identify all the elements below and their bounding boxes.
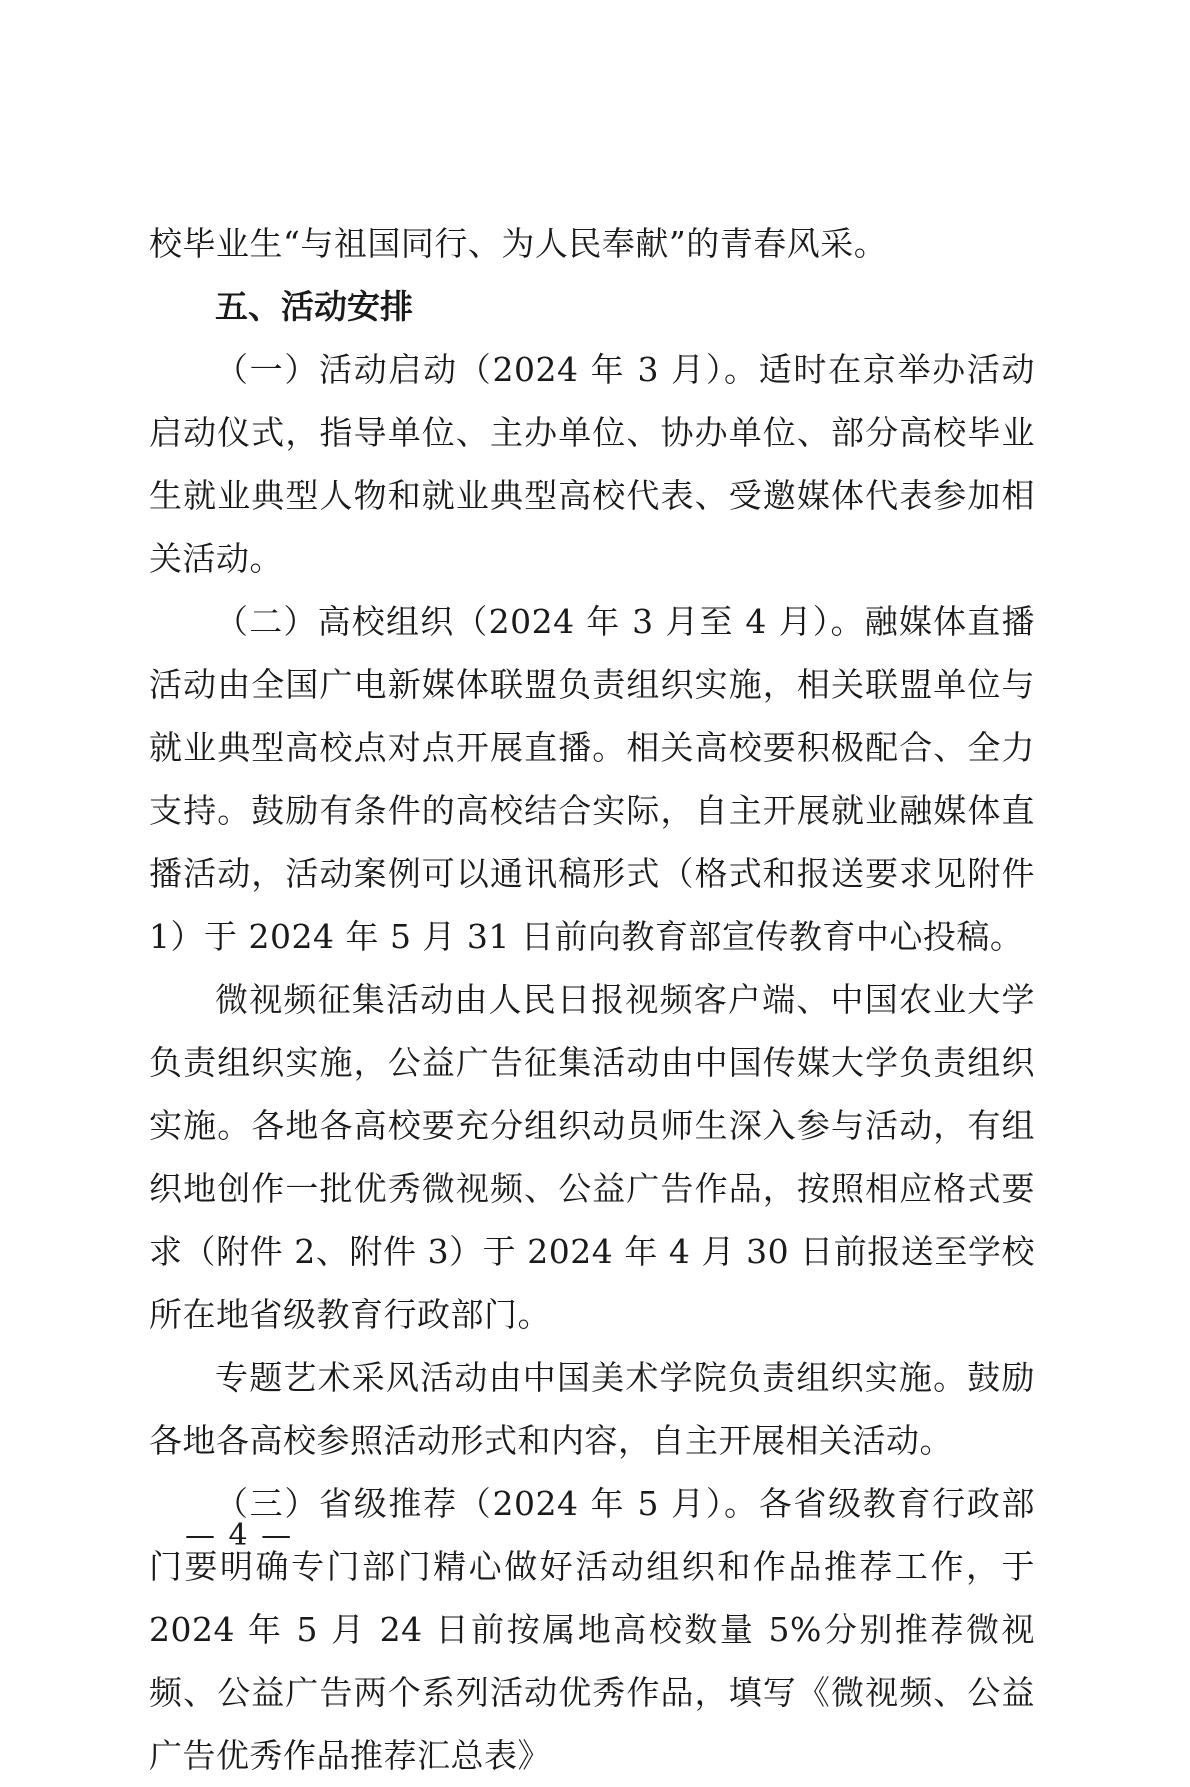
paragraph-micro-video	[149, 968, 1035, 1346]
paragraph-label: （二）高校组织	[215, 602, 455, 641]
paragraph-activity-launch	[149, 338, 1035, 590]
section-heading: 五、活动安排	[215, 287, 413, 326]
paragraph-university-organization	[149, 590, 1035, 968]
paragraph-text: （2024 年 3 月至 4 月）。融媒体直播活动由全国广电新媒体联盟负责组织实施，相关联盟单位与就业典型高校点对点开展直播。相关高校要积极配合、全力支持。鼓励有条件的高校结合实际，自主开展就业融媒体直播活动，活动案例可以通讯稿形式（格式和报送要求见附件 1）于 2024 年 5 月 31 日前向教育部宣传教育中心投稿。	[149, 602, 1035, 956]
continuation-paragraph: 校毕业生“与祖国同行、为人民奉献”的青春风采。	[149, 224, 888, 263]
paragraph-text: 专题艺术采风活动由中国美术学院负责组织实施。鼓励各地各高校参照活动形式和内容，自主开展相关活动。	[149, 1358, 1035, 1460]
paragraph-text: （2024 年 5 月）。各省级教育行政部门要明确专门部门精心做好活动组织和作品推荐工作，于 2024 年 5 月 24 日前按属地高校数量 5%分别推荐微视频、公益广告两个系列活动优秀作品，填写《微视频、公益广告优秀作品推荐汇总表》	[149, 1484, 1036, 1775]
paragraph-text: 微视频征集活动由人民日报视频客户端、中国农业大学负责组织实施，公益广告征集活动由中国传媒大学负责组织实施。各地各高校要充分组织动员师生深入参与活动，有组织地创作一批优秀微视频、公益广告作品，按照相应格式要求（附件 2、附件 3）于 2024 年 4 月 30 日前报送至学校所在地省级教育行政部门。	[149, 980, 1035, 1334]
paragraph-text: （2024 年 3 月）。适时在京举办活动启动仪式，指导单位、主办单位、协办单位、部分高校毕业生就业典型人物和就业典型高校代表、受邀媒体代表参加相关活动。	[149, 350, 1036, 578]
paragraph-label: （三）省级推荐	[215, 1484, 458, 1523]
page-number: — 4 —	[185, 1518, 294, 1553]
paragraph-art-sketching	[149, 1346, 1035, 1472]
paragraph-label: （一）活动启动	[215, 350, 458, 389]
